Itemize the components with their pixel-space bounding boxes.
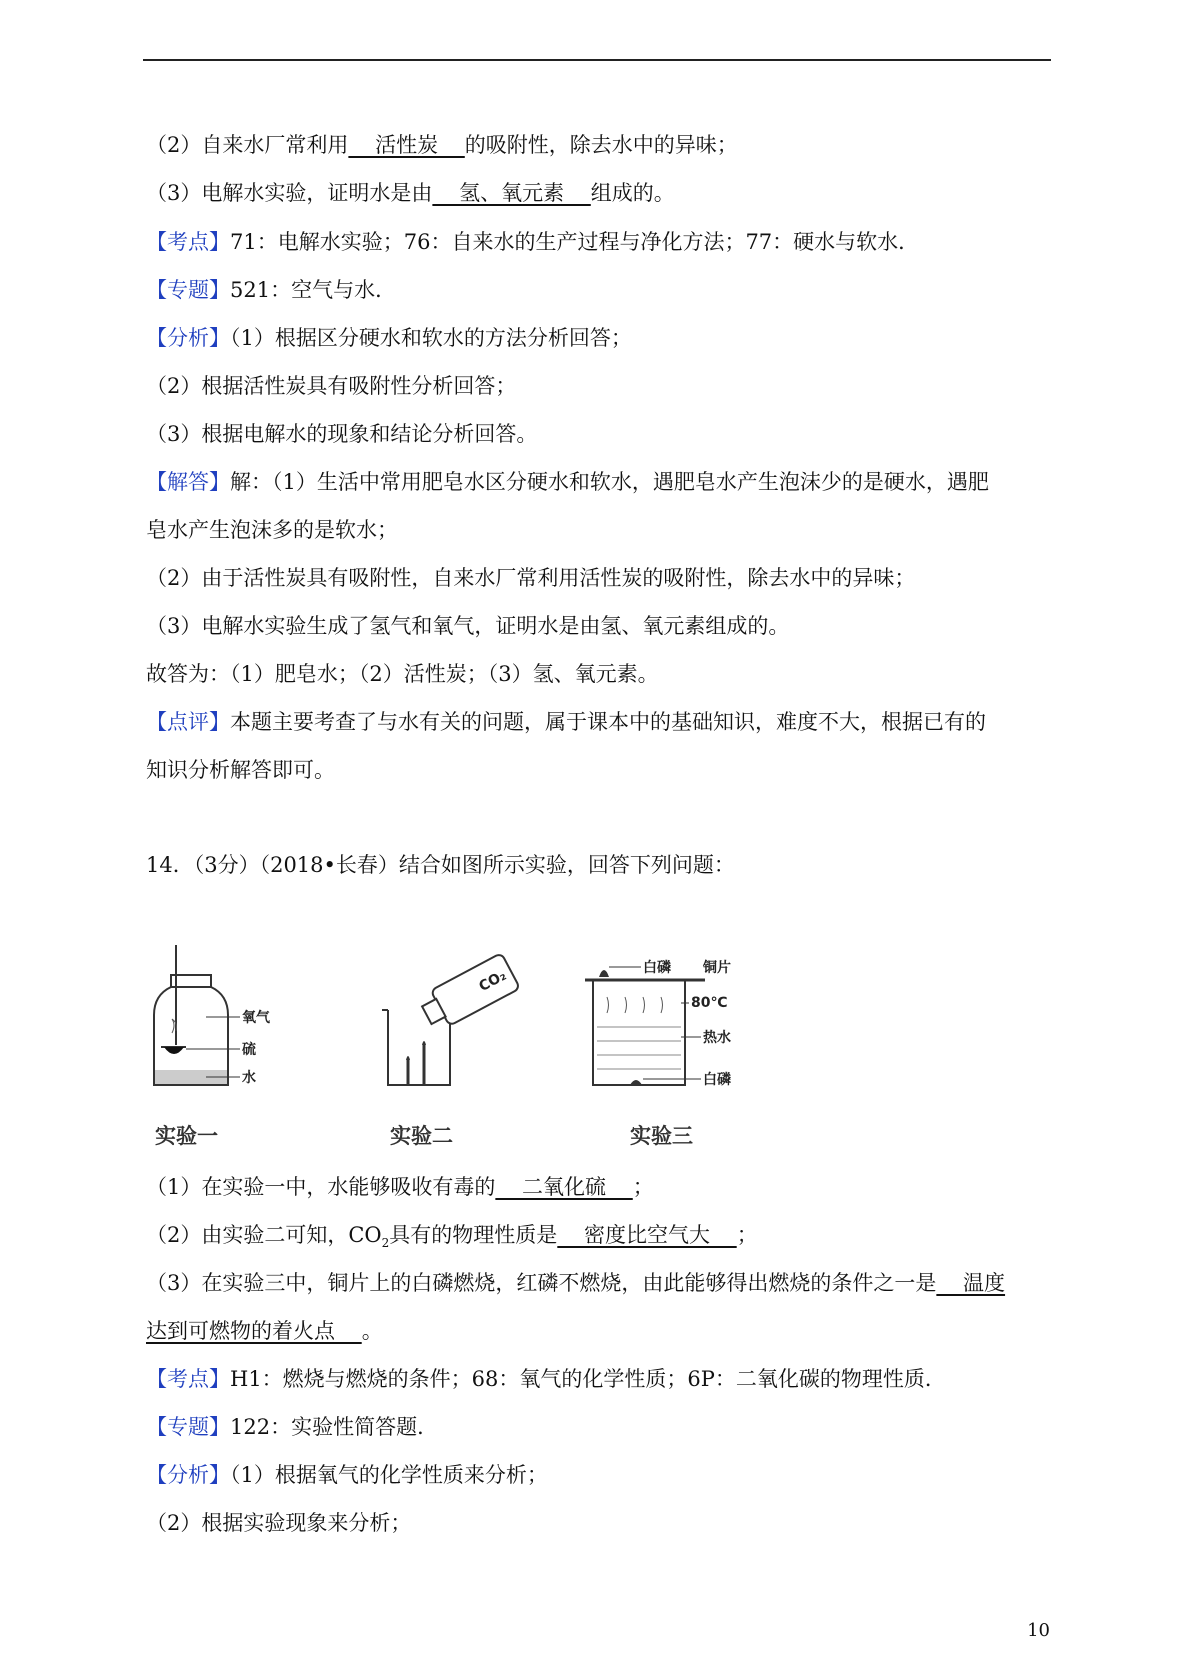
figure-label: 80℃ — [691, 995, 728, 1011]
bottle-label: CO₂ — [476, 967, 509, 996]
text-line: （2）根据活性炭具有吸附性分析回答； — [146, 374, 517, 398]
figure-label: 氧气 — [242, 1010, 270, 1026]
header-rule — [143, 59, 1051, 61]
section-tag: 【专题】 — [146, 278, 230, 302]
answer-blank: 氢、氧元素 — [432, 181, 591, 205]
experiment-one-diagram — [146, 945, 316, 1105]
page-number: 10 — [1027, 1620, 1050, 1641]
text-line: 【专题】521：空气与水． — [146, 278, 397, 302]
experiment-three-diagram — [585, 945, 795, 1105]
section-tag: 【考点】 — [146, 230, 230, 254]
text-line: （2）由实验二可知，$CO_2$具有的物理性质是 密度比空气大 ； — [146, 1223, 758, 1251]
text-line: （3）在实验三中，铜片上的白磷燃烧，红磷不燃烧，由此能够得出燃烧的条件之一是 温度 — [146, 1271, 1006, 1295]
text-line: 【专题】122：实验性简答题． — [146, 1415, 439, 1439]
section-tag: 【点评】 — [146, 710, 230, 734]
text-line: 【分析】（1）根据氧气的化学性质来分析； — [146, 1463, 548, 1487]
figure-label: 铜片 — [703, 960, 731, 976]
figure-label: 硫 — [242, 1042, 256, 1058]
figure-label: 白磷 — [703, 1072, 731, 1088]
text-line: 知识分析解答即可。 — [146, 758, 335, 782]
experiment-two-diagram — [378, 945, 528, 1105]
text-line: （3）电解水实验，证明水是由 氢、氧元素 组成的。 — [146, 181, 675, 205]
question-title: 14．（3分）（2018•长春）结合如图所示实验，回答下列问题： — [146, 853, 735, 877]
answer-blank: 活性炭 — [348, 133, 465, 157]
text-line: （3）根据电解水的现象和结论分析回答。 — [146, 422, 538, 446]
text-line: （3）电解水实验生成了氢气和氧气，证明水是由氢、氧元素组成的。 — [146, 614, 790, 638]
figure-label: 白磷 — [643, 960, 671, 976]
text-line: 皂水产生泡沫多的是软水； — [146, 518, 398, 542]
answer-blank: 达到可燃物的着火点 — [146, 1319, 362, 1343]
section-tag: 【专题】 — [146, 1415, 230, 1439]
text-line: 【考点】H1：燃烧与燃烧的条件；68：氧气的化学性质；6P：二氧化碳的物理性质． — [146, 1367, 946, 1391]
figure-caption: 实验三 — [630, 1124, 693, 1148]
text-line: 【解答】解：（1）生活中常用肥皂水区分硬水和软水，遇肥皂水产生泡沫少的是硬水，遇肥 — [146, 470, 989, 494]
text-line: 达到可燃物的着火点 。 — [146, 1319, 383, 1343]
answer-blank: 温度 — [936, 1271, 1006, 1295]
figure-label: 热水 — [703, 1030, 731, 1046]
text-line: 故答为：（1）肥皂水；（2）活性炭；（3）氢、氧元素。 — [146, 662, 659, 686]
section-tag: 【考点】 — [146, 1367, 230, 1391]
answer-blank: 二氧化硫 — [495, 1175, 633, 1199]
text-line: （2）自来水厂常利用 活性炭 的吸附性，除去水中的异味； — [146, 133, 738, 157]
answer-blank: 密度比空气大 — [557, 1223, 737, 1247]
text-line: 【点评】本题主要考查了与水有关的问题，属于课本中的基础知识，难度不大，根据已有的 — [146, 710, 986, 734]
section-tag: 【解答】 — [146, 470, 230, 494]
section-tag: 【分析】 — [146, 326, 230, 350]
figure-caption: 实验二 — [390, 1124, 453, 1148]
figure-caption: 实验一 — [155, 1124, 218, 1148]
figure-label: 水 — [242, 1070, 256, 1086]
text-line: 【考点】71：电解水实验；76：自来水的生产过程与净化方法；77：硬水与软水． — [146, 230, 920, 254]
section-tag: 【分析】 — [146, 1463, 230, 1487]
text-line: （2）由于活性炭具有吸附性，自来水厂常利用活性炭的吸附性，除去水中的异味； — [146, 566, 916, 590]
text-line: （2）根据实验现象来分析； — [146, 1511, 412, 1535]
text-line: 【分析】（1）根据区分硬水和软水的方法分析回答； — [146, 326, 632, 350]
text-line: （1）在实验一中，水能够吸收有毒的 二氧化硫 ； — [146, 1175, 654, 1199]
